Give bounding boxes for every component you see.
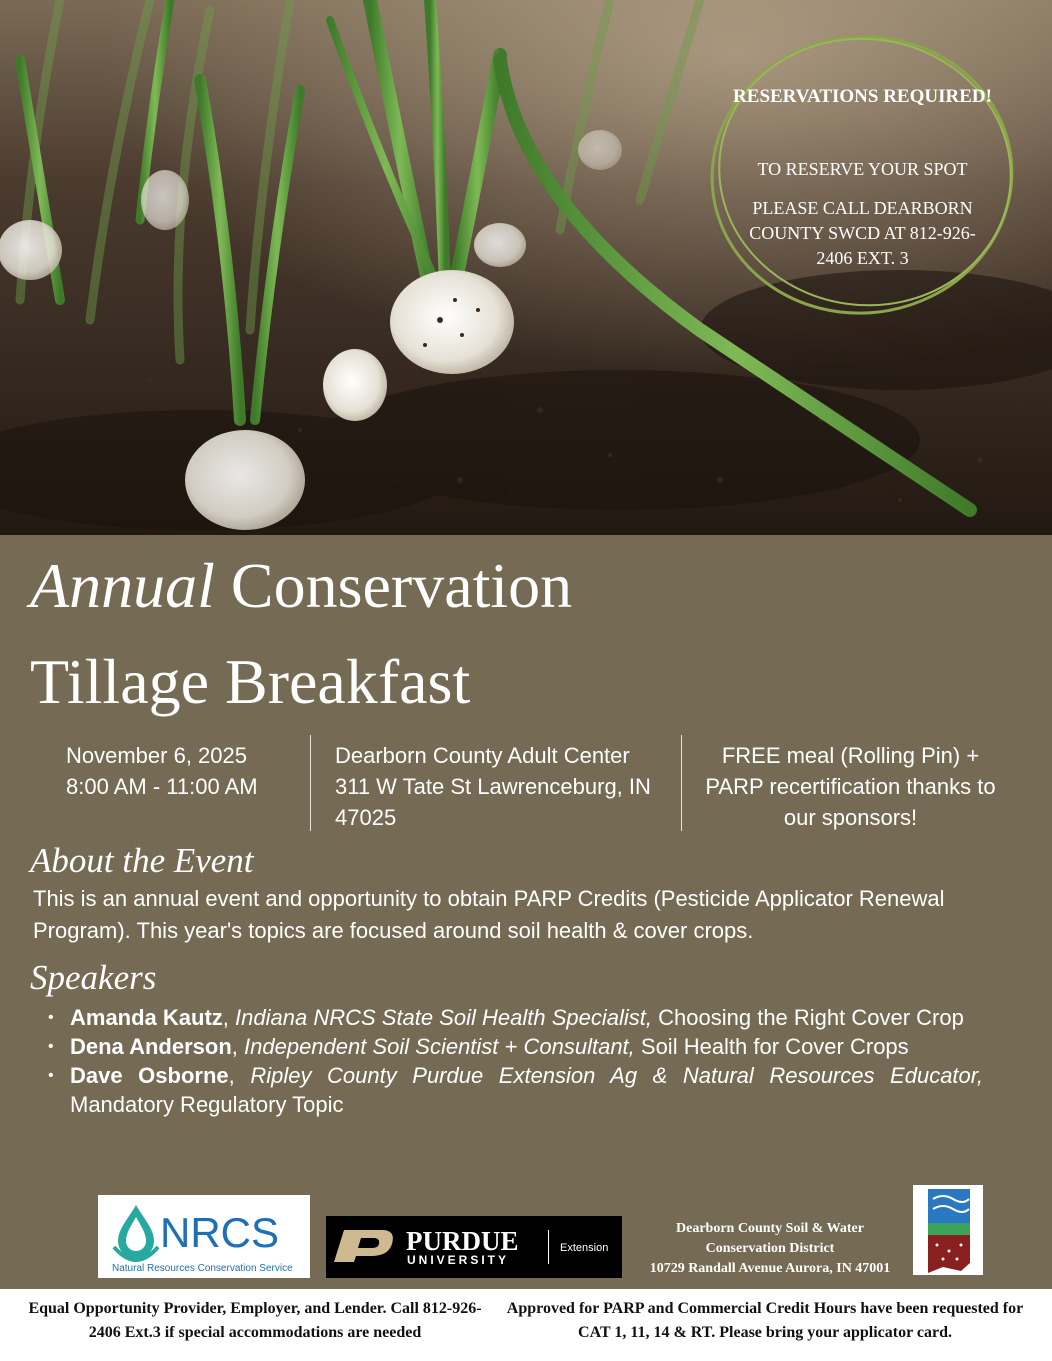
district-line1: Dearborn County Soil & Water <box>676 1221 864 1236</box>
water-drop-icon <box>98 1195 310 1278</box>
bullet: • <box>48 1009 54 1026</box>
bullet: • <box>48 1067 54 1084</box>
list-item <box>48 1061 983 1119</box>
date-time-block <box>66 740 296 802</box>
separator: , <box>231 1034 245 1059</box>
separator: , <box>222 1005 236 1030</box>
speaker-role: Ripley County Purdue Extension Ag & Natural Resources Educator, <box>250 1063 984 1088</box>
speaker-list <box>48 1003 983 1119</box>
nrcs-subtitle: Natural Resources Conservation Service <box>112 1263 293 1274</box>
list-item <box>48 1032 983 1061</box>
speaker-role: Independent Soil Scientist + Consultant, <box>244 1034 635 1059</box>
separator: , <box>228 1063 251 1088</box>
nrcs-wordmark: NRCS <box>160 1209 280 1256</box>
speaker-role: Indiana NRCS State Soil Health Specialist, <box>235 1005 653 1030</box>
hero-photo <box>0 0 1052 535</box>
venue-address: 311 W Tate St Lawrenceburg, IN 47025 <box>335 774 651 830</box>
speaker-name: Dave Osborne <box>70 1063 229 1088</box>
purdue-sub: UNIVERSITY <box>407 1253 510 1267</box>
parp-approval-notice: Approved for PARP and Commercial Credit Hours have been requested for CAT 1, 11, 14 & RT. Please bring your applicator card. <box>506 1300 1024 1341</box>
speaker-topic: Mandatory Regulatory Topic <box>70 1092 344 1117</box>
title-italic-word: Annual <box>30 550 215 621</box>
speaker-topic: Soil Health for Cover Crops <box>634 1034 909 1059</box>
district-info <box>630 1219 910 1279</box>
divider <box>310 735 311 831</box>
bullet: • <box>48 1038 54 1055</box>
reservation-title: RESERVATIONS REQUIRED! <box>733 86 992 107</box>
event-time: 8:00 AM - 11:00 AM <box>66 774 258 799</box>
district-address: 10729 Randall Avenue Aurora, IN 47001 <box>649 1261 891 1276</box>
about-body: This is an annual event and opportunity to obtain PARP Credits (Pesticide Applicator Renewal Program). This year's topics are focused around soil health & cover crops. <box>33 886 945 943</box>
indiana-map-icon <box>913 1185 983 1275</box>
reservation-callout <box>705 30 1020 320</box>
location-block <box>335 740 670 833</box>
venue-name: Dearborn County Adult Center <box>335 743 630 768</box>
purdue-p-icon <box>326 1216 622 1278</box>
divider <box>681 735 682 831</box>
speaker-topic: Choosing the Right Cover Crop <box>652 1005 964 1030</box>
equal-opportunity-notice: Equal Opportunity Provider, Employer, and Lender. Call 812-926-2406 Ext.3 if special accommodations are needed <box>28 1300 482 1341</box>
list-item <box>48 1003 983 1032</box>
purdue-extension: Extension <box>560 1242 609 1254</box>
page-title <box>30 538 572 730</box>
speaker-name: Dena Anderson <box>70 1034 232 1059</box>
district-line2: Conservation District <box>705 1241 835 1256</box>
reservation-instruction: TO RESERVE YOUR SPOT <box>757 159 968 179</box>
nrcs-logo <box>98 1195 310 1278</box>
offer-text: FREE meal (Rolling Pin) + PARP recertification thanks to our sponsors! <box>705 743 996 830</box>
purdue-name: PURDUE <box>406 1226 519 1256</box>
speakers-heading: Speakers <box>30 958 157 997</box>
reservation-phone: PLEASE CALL DEARBORN COUNTY SWCD AT 812-926-2406 EXT. 3 <box>749 198 976 268</box>
event-panel <box>0 535 1052 1289</box>
about-heading: About the Event <box>30 841 254 880</box>
offer-block <box>698 740 1003 833</box>
speaker-name: Amanda Kautz <box>70 1005 223 1030</box>
title-line2: Tillage Breakfast <box>30 646 471 717</box>
indiana-swcd-logo <box>913 1185 983 1275</box>
title-rest: Conservation <box>214 550 573 621</box>
purdue-logo <box>326 1216 622 1278</box>
footer <box>0 1289 1052 1361</box>
event-date: November 6, 2025 <box>66 743 247 768</box>
